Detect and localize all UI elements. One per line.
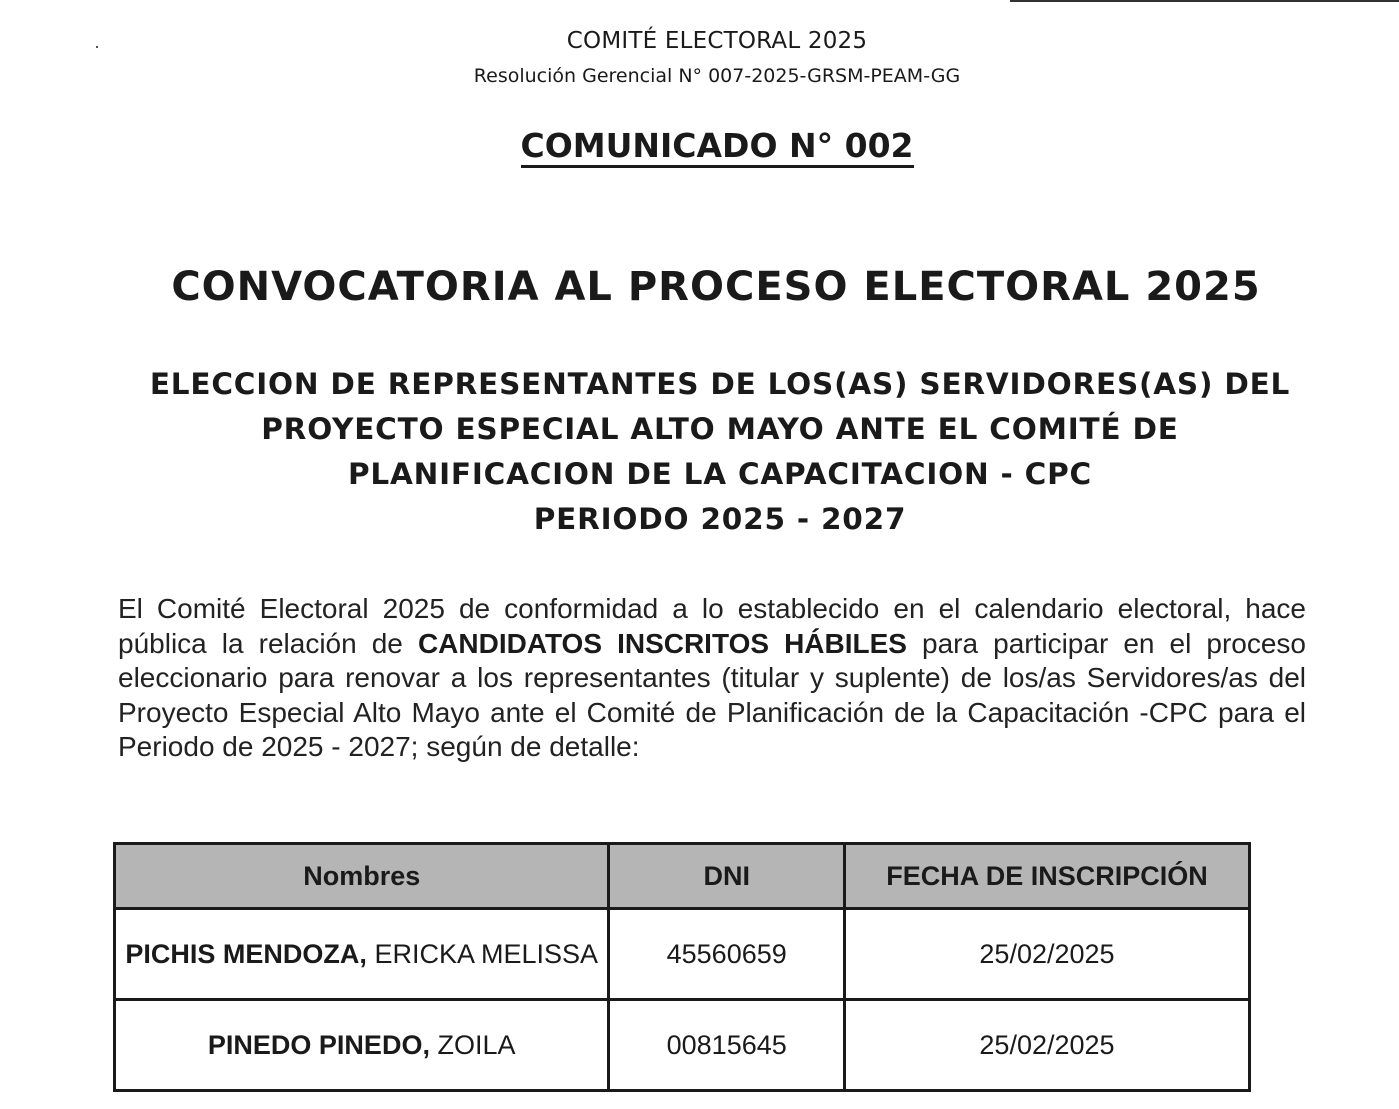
header-registration-date: FECHA DE INSCRIPCIÓN [844, 844, 1249, 909]
header-names: Nombres [115, 844, 609, 909]
paragraph-part-2: para participar en el proceso eleccionario para renovar a los representantes (titular y suplente) de los/as Servidores/as del Proyecto Especial Alto Mayo ante el Comité de Planificación de la Capacitación -CPC para el Periodo de 2025 - 2027; según de detalle: [118, 627, 1306, 762]
sub-heading-line-4: PERIODO 2025 - 2027 [533, 502, 907, 536]
header-dni: DNI [609, 844, 845, 909]
candidate-given-name: ERICKA MELISSA [374, 938, 599, 969]
paragraph-part-1: El Comité Electoral 2025 de conformidad a lo establecido en el calendario electoral, hace pública la relación de [118, 593, 1306, 659]
candidate-surname: PINEDO PINEDO [207, 1029, 423, 1060]
main-heading: CONVOCATORIA AL PROCESO ELECTORAL 2025 [171, 264, 1261, 310]
communique-number-text: COMUNICADO N° 002 [521, 127, 914, 168]
candidate-registration-date: 25/02/2025 [844, 1000, 1249, 1091]
candidates-table [113, 842, 1251, 1092]
candidate-name-cell: PICHIS MENDOZA, ERICKA MELISSA [115, 909, 609, 1000]
candidate-surname: PICHIS MENDOZA [125, 938, 360, 969]
candidate-dni: 45560659 [609, 909, 845, 1000]
election-sub-heading [100, 362, 1340, 542]
table-row [115, 1000, 1250, 1091]
committee-title: COMITÉ ELECTORAL 2025 [566, 28, 868, 54]
candidate-given-name: ZOILA [437, 1029, 516, 1060]
sub-heading-line-1: ELECCION DE REPRESENTANTES DE LOS(AS) SERVIDORES(AS) DEL [149, 367, 1291, 401]
paragraph-highlight: CANDIDATOS INSCRITOS HÁBILES [417, 627, 907, 659]
communique-number [0, 126, 1399, 168]
top-edge-rule [1010, 0, 1399, 2]
table-row [115, 909, 1250, 1000]
announcement-paragraph [118, 592, 1306, 765]
resolution-reference: Resolución Gerencial N° 007-2025-GRSM-PEAM-GG [473, 65, 961, 87]
sub-heading-line-2: PROYECTO ESPECIAL ALTO MAYO ANTE EL COMITÉ DE [261, 412, 1179, 446]
candidate-registration-date: 25/02/2025 [844, 909, 1249, 1000]
sub-heading-line-3: PLANIFICACION DE LA CAPACITACION - CPC [347, 457, 1092, 491]
candidate-dni: 00815645 [609, 1000, 845, 1091]
table-header-row [115, 844, 1250, 909]
candidate-name-cell: PINEDO PINEDO, ZOILA [115, 1000, 609, 1091]
